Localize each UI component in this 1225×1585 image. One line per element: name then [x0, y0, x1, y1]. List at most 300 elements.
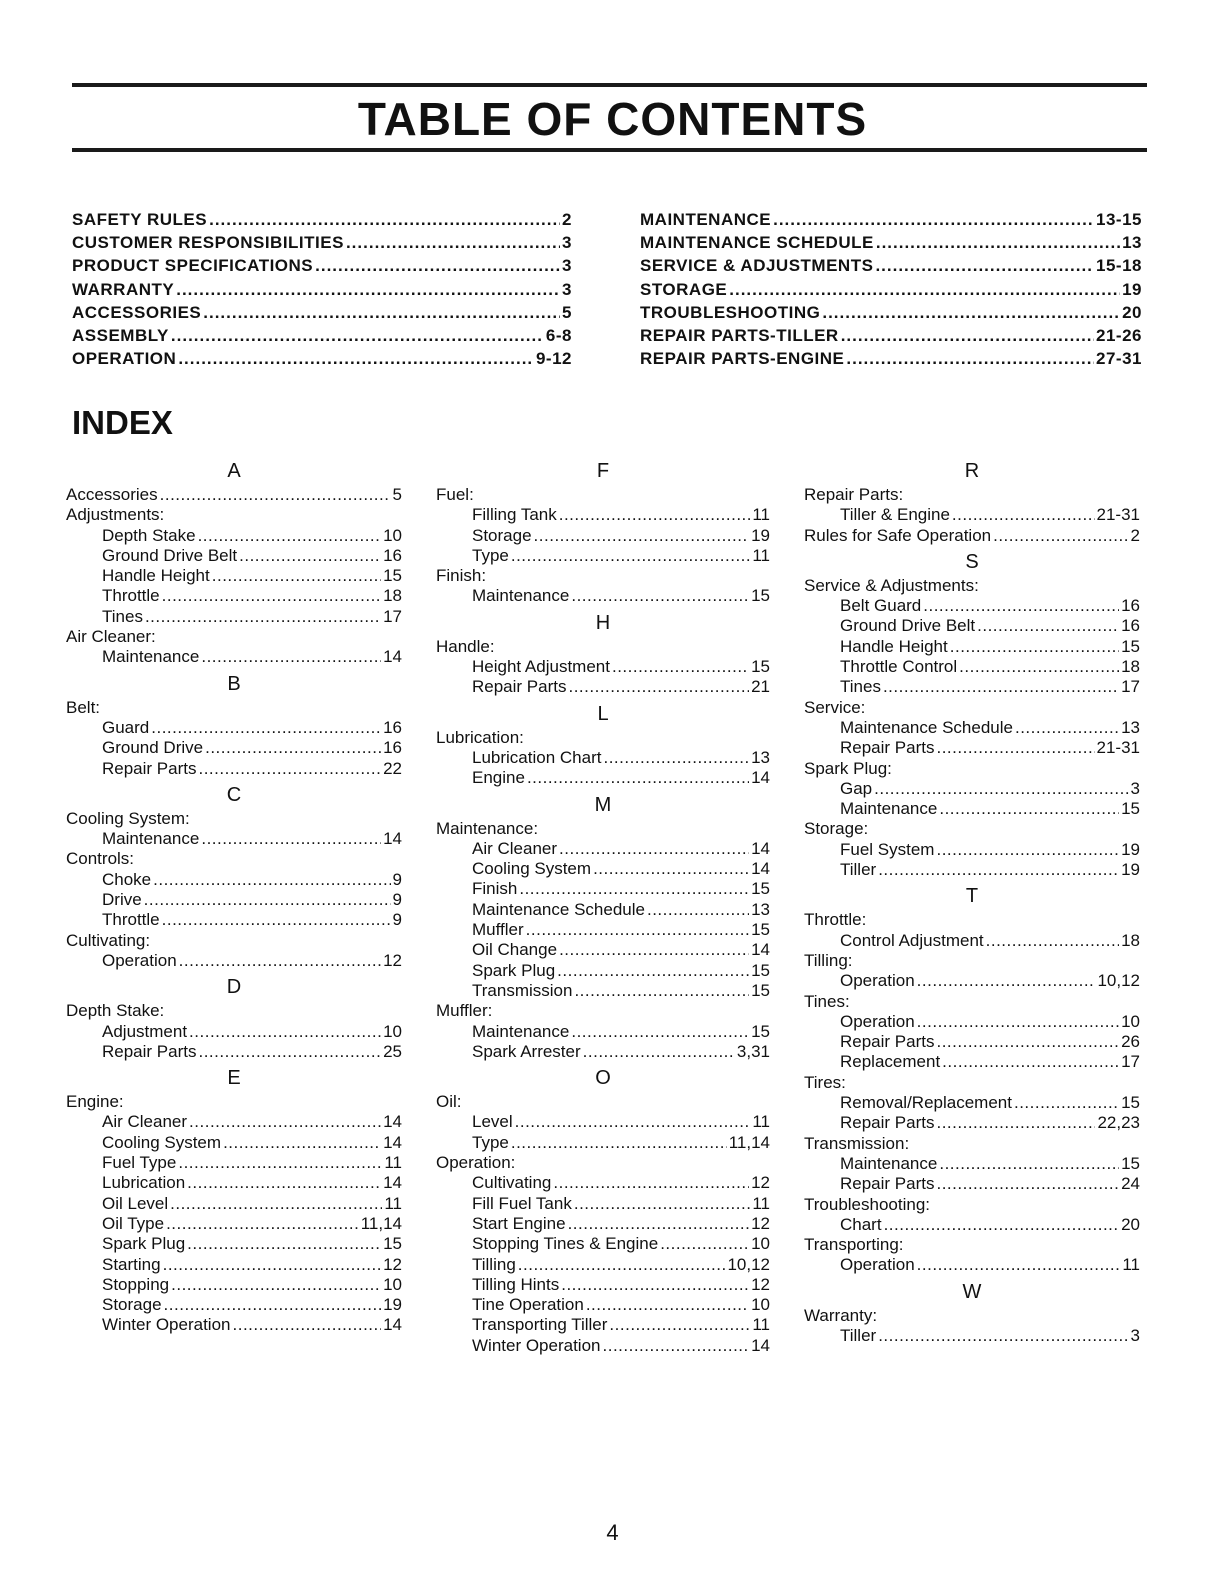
index-subentry — [804, 677, 1140, 697]
index-subentry-label: Winter Operation — [472, 1335, 601, 1355]
dot-leader — [822, 303, 1120, 323]
index-entry — [66, 505, 402, 525]
index-subentry-page: 22 — [383, 758, 402, 778]
dot-leader — [609, 1315, 750, 1335]
index-subentry-label: Choke — [102, 869, 152, 889]
index-subentry-label: Starting — [102, 1254, 161, 1274]
index-subentry-page: 15 — [383, 1234, 402, 1254]
index-subentry-page: 20 — [1121, 1214, 1140, 1234]
index-subentry-page: 15 — [751, 879, 770, 899]
dot-leader — [1015, 718, 1119, 738]
index-subentry — [66, 829, 402, 849]
index-subentry — [66, 647, 402, 667]
index-subentry — [804, 799, 1140, 819]
index-entry-page: 5 — [392, 485, 402, 504]
dot-leader — [162, 910, 391, 930]
toc-entry-page: 19 — [1122, 279, 1142, 299]
dot-leader — [559, 839, 749, 859]
toc-entry — [640, 280, 1142, 303]
toc-entry-page: 21-26 — [1096, 325, 1142, 345]
index-subentry-label: Handle Height — [840, 636, 948, 656]
index-subentry-page: 10 — [751, 1295, 770, 1315]
index-entry-label: Finish: — [436, 566, 487, 586]
dot-leader — [203, 303, 560, 323]
dot-leader — [515, 1112, 751, 1132]
dot-leader — [179, 951, 381, 971]
dot-leader — [162, 586, 381, 606]
index-entry — [66, 1092, 402, 1112]
index-subentry-page: 10 — [383, 1021, 402, 1041]
index-subentry-page: 10,12 — [1097, 971, 1140, 991]
index-subentry-label: Repair Parts — [840, 1174, 935, 1194]
index-letter-heading: S — [965, 550, 979, 573]
index-subentry-page: 15 — [751, 586, 770, 606]
index-subentry — [66, 870, 402, 890]
index-subentry — [66, 910, 402, 930]
index-column-3 — [804, 455, 1140, 1346]
index-subentry-page: 14 — [751, 768, 770, 788]
index-subentry-label: Maintenance Schedule — [840, 717, 1013, 737]
dot-leader — [187, 1173, 381, 1193]
index-subentry — [436, 940, 770, 960]
toc-entry — [640, 256, 1142, 279]
toc-entry — [72, 256, 572, 279]
index-subentry-label: Adjustment — [102, 1021, 188, 1041]
index-subentry-page: 3,31 — [736, 1041, 770, 1061]
index-letter-heading: L — [597, 702, 609, 725]
index-subentry-page: 15 — [751, 960, 770, 980]
toc-entry-label: ACCESSORIES — [72, 302, 202, 322]
index-subentry — [436, 1315, 770, 1335]
index-subentry-page: 10 — [383, 1274, 402, 1294]
index-entry — [436, 1092, 770, 1112]
index-subentry-page: 18 — [1121, 930, 1140, 950]
dot-leader — [178, 349, 534, 369]
dot-leader — [571, 1022, 749, 1042]
index-subentry-page: 15 — [751, 1021, 770, 1041]
index-subentry — [66, 1255, 402, 1275]
toc-entry-label: WARRANTY — [72, 279, 175, 299]
index-subentry — [804, 971, 1140, 991]
index-entry — [66, 485, 402, 505]
index-entry-label: Spark Plug: — [804, 758, 892, 778]
dot-leader — [346, 233, 560, 253]
index-entry — [804, 910, 1140, 930]
index-subentry-page: 19 — [383, 1295, 402, 1315]
index-column-1 — [66, 455, 402, 1336]
index-subentry-label: Stopping — [102, 1274, 170, 1294]
index-subentry-label: Start Engine — [472, 1213, 566, 1233]
toc-entry-page: 15-18 — [1096, 256, 1142, 276]
index-subentry-label: Lubrication — [102, 1173, 186, 1193]
dot-leader — [164, 1295, 382, 1315]
index-letter-heading: B — [227, 672, 241, 695]
index-entry-label: Handle: — [436, 636, 495, 656]
toc-entry-page: 3 — [562, 256, 572, 276]
index-subentry-label: Spark Plug — [472, 960, 556, 980]
index-subentry-label: Maintenance — [102, 829, 200, 849]
index-subentry-label: Operation — [840, 1255, 915, 1275]
index-entry-label: Service: — [804, 697, 866, 717]
dot-leader — [939, 799, 1119, 819]
index-subentry-label: Oil Change — [472, 940, 558, 960]
dot-leader — [647, 900, 749, 920]
index-letter-heading: D — [226, 976, 242, 999]
index-subentry — [66, 1133, 402, 1153]
dot-leader — [527, 768, 749, 788]
index-subentry-label: Maintenance — [472, 1021, 570, 1041]
dot-leader — [223, 1133, 381, 1153]
dot-leader — [187, 1234, 381, 1254]
toc-entry — [640, 233, 1142, 256]
index-subentry-page: 24 — [1121, 1174, 1140, 1194]
index-subentry — [436, 920, 770, 940]
index-subentry-page: 11,14 — [360, 1213, 402, 1233]
index-subentry — [436, 1042, 770, 1062]
index-entry-label: Cooling System: — [66, 808, 190, 828]
index-subentry-page: 19 — [1121, 839, 1140, 859]
top-rule — [72, 83, 1147, 87]
dot-leader — [519, 879, 749, 899]
index-heading: INDEX — [72, 404, 173, 441]
dot-leader — [884, 1215, 1120, 1235]
index-subentry-label: Transporting Tiller — [472, 1315, 608, 1335]
index-entry-label: Muffler: — [436, 1001, 493, 1021]
index-subentry-page: 9 — [392, 910, 402, 930]
index-entry — [66, 849, 402, 869]
index-subentry — [436, 546, 770, 566]
index-subentry — [66, 718, 402, 738]
index-subentry — [66, 1194, 402, 1214]
dot-leader — [923, 596, 1119, 616]
index-subentry-page: 21-31 — [1096, 505, 1140, 525]
index-entry — [804, 1235, 1140, 1255]
index-subentry — [804, 931, 1140, 951]
toc-entry-label: PRODUCT SPECIFICATIONS — [72, 256, 314, 276]
index-subentry — [804, 637, 1140, 657]
index-subentry-label: Ground Drive Belt — [840, 616, 976, 636]
index-subentry-label: Control Adjustment — [840, 930, 984, 950]
index-subentry-label: Maintenance — [840, 1153, 938, 1173]
index-subentry — [436, 1255, 770, 1275]
dot-leader — [586, 1295, 749, 1315]
index-subentry-label: Stopping Tines & Engine — [472, 1234, 659, 1254]
index-subentry-page: 15 — [1121, 1093, 1140, 1113]
index-subentry-page: 11 — [752, 505, 770, 525]
index-entry — [804, 819, 1140, 839]
index-entry — [804, 759, 1140, 779]
toc-entry-label: TROUBLESHOOTING — [640, 302, 821, 322]
index-entry-label: Troubleshooting: — [804, 1194, 931, 1214]
dot-leader — [986, 931, 1119, 951]
index-entry — [436, 728, 770, 748]
dot-leader — [936, 1032, 1119, 1052]
index-subentry-page: 16 — [1121, 616, 1140, 636]
index-subentry-label: Lubrication Chart — [472, 747, 602, 767]
dot-leader — [178, 1153, 382, 1173]
index-entry-label: Storage: — [804, 819, 869, 839]
index-subentry-label: Chart — [840, 1214, 882, 1234]
toc-entry-page: 20 — [1122, 302, 1142, 322]
dot-leader — [841, 326, 1094, 346]
index-subentry-label: Engine — [472, 768, 525, 788]
index-subentry-page: 14 — [383, 1132, 402, 1152]
toc-entry-page: 5 — [562, 302, 572, 322]
index-entry-label: Belt: — [66, 697, 101, 717]
dot-leader — [189, 1112, 381, 1132]
index-subentry — [436, 1112, 770, 1132]
index-subentry — [804, 1215, 1140, 1235]
dot-leader — [874, 779, 1128, 799]
index-subentry-label: Cultivating — [472, 1173, 552, 1193]
index-subentry — [66, 1153, 402, 1173]
index-subentry-page: 15 — [1121, 799, 1140, 819]
index-subentry — [66, 1173, 402, 1193]
index-subentry-page: 12 — [751, 1173, 770, 1193]
index-subentry — [66, 526, 402, 546]
index-subentry — [804, 1113, 1140, 1133]
index-subentry-page: 15 — [1121, 1153, 1140, 1173]
index-subentry-label: Replacement — [840, 1052, 941, 1072]
index-subentry — [436, 657, 770, 677]
index-subentry-label: Transmission — [472, 980, 573, 1000]
index-subentry-label: Type — [472, 1132, 509, 1152]
index-subentry — [66, 607, 402, 627]
index-subentry-page: 15 — [1121, 636, 1140, 656]
dot-leader — [511, 546, 750, 566]
toc-right-column — [640, 210, 1142, 372]
index-subentry — [436, 1336, 770, 1356]
index-entry-label: Oil: — [436, 1092, 462, 1112]
index-subentry-page: 12 — [383, 1254, 402, 1274]
index-subentry — [804, 1154, 1140, 1174]
index-subentry-page: 16 — [383, 738, 402, 758]
index-subentry-label: Tilling Hints — [472, 1274, 560, 1294]
dot-leader — [198, 759, 381, 779]
dot-leader — [239, 546, 381, 566]
index-subentry-page: 26 — [1121, 1032, 1140, 1052]
index-subentry — [436, 1234, 770, 1254]
index-entry — [436, 637, 770, 657]
page-number: 4 — [606, 1520, 619, 1545]
index-subentry-page: 14 — [751, 1335, 770, 1355]
index-subentry-label: Repair Parts — [472, 677, 567, 697]
index-subentry — [66, 1315, 402, 1335]
index-subentry — [804, 779, 1140, 799]
index-letter-heading: H — [595, 611, 611, 634]
index-subentry — [436, 1214, 770, 1234]
index-subentry-label: Ground Drive Belt — [102, 545, 238, 565]
dot-leader — [936, 738, 1094, 758]
dot-leader — [936, 1113, 1095, 1133]
dot-leader — [950, 637, 1119, 657]
index-subentry-label: Oil Level — [102, 1193, 169, 1213]
dot-leader — [773, 210, 1094, 230]
title-underline-rule — [72, 148, 1147, 152]
index-subentry — [66, 1295, 402, 1315]
index-subentry-page: 11 — [752, 545, 770, 565]
dot-leader — [612, 657, 749, 677]
dot-leader — [171, 326, 544, 346]
index-subentry — [804, 1326, 1140, 1346]
index-subentry-label: Level — [472, 1112, 513, 1132]
toc-entry-label: ASSEMBLY — [72, 325, 169, 345]
index-subentry — [804, 1012, 1140, 1032]
index-letter-heading: A — [227, 460, 241, 482]
index-subentry — [436, 961, 770, 981]
index-entry — [804, 1073, 1140, 1093]
index-subentry-page: 21 — [751, 677, 770, 697]
index-subentry — [66, 586, 402, 606]
index-subentry-page: 11 — [1122, 1255, 1140, 1275]
toc-entry — [72, 326, 572, 349]
index-subentry-page: 15 — [751, 980, 770, 1000]
index-subentry-label: Drive — [102, 890, 142, 910]
dot-leader — [593, 859, 749, 879]
index-subentry-page: 12 — [751, 1213, 770, 1233]
index-subentry-page: 25 — [383, 1041, 402, 1061]
index-subentry — [804, 657, 1140, 677]
dot-leader — [526, 920, 749, 940]
index-subentry-page: 15 — [751, 920, 770, 940]
index-subentry-label: Air Cleaner — [102, 1112, 188, 1132]
index-subentry — [66, 890, 402, 910]
index-subentry-page: 21-31 — [1096, 738, 1140, 758]
index-entry-label: Service & Adjustments: — [804, 575, 979, 595]
index-entry-label: Maintenance: — [436, 818, 539, 838]
dot-leader — [917, 1012, 1119, 1032]
index-entry — [66, 698, 402, 718]
index-subentry — [804, 1255, 1140, 1275]
index-subentry-page: 11 — [384, 1193, 402, 1213]
index-subentry-label: Ground Drive — [102, 738, 204, 758]
index-subentry-label: Fill Fuel Tank — [472, 1193, 572, 1213]
dot-leader — [145, 607, 381, 627]
index-subentry-label: Gap — [840, 778, 873, 798]
index-entry — [804, 1134, 1140, 1154]
index-entry-label: Lubrication: — [436, 727, 524, 747]
index-subentry-page: 10 — [751, 1234, 770, 1254]
dot-leader — [942, 1052, 1119, 1072]
index-entry-label: Warranty: — [804, 1305, 878, 1325]
index-subentry — [804, 718, 1140, 738]
index-subentry-page: 14 — [383, 1173, 402, 1193]
index-subentry — [436, 1022, 770, 1042]
dot-leader — [151, 718, 381, 738]
dot-leader — [201, 829, 381, 849]
index-subentry-page: 10 — [1121, 1011, 1140, 1031]
index-subentry-label: Muffler — [472, 920, 524, 940]
dot-leader — [559, 940, 749, 960]
dot-leader — [205, 738, 381, 758]
index-entry-label: Cultivating: — [66, 930, 151, 950]
index-subentry — [436, 526, 770, 546]
index-subentry-label: Repair Parts — [840, 1032, 935, 1052]
index-subentry-label: Depth Stake — [102, 525, 196, 545]
index-entry — [436, 1153, 770, 1173]
toc-entry — [72, 349, 572, 372]
index-subentry-page: 17 — [1121, 677, 1140, 697]
index-entry — [804, 698, 1140, 718]
index-subentry-page: 13 — [751, 747, 770, 767]
toc-entry — [72, 280, 572, 303]
dot-leader — [144, 890, 391, 910]
index-subentry — [436, 586, 770, 606]
index-entry-label: Transporting: — [804, 1235, 904, 1255]
index-subentry-page: 14 — [751, 859, 770, 879]
index-entry — [66, 1001, 402, 1021]
index-letter-heading: T — [965, 885, 979, 908]
index-entry-label: Operation: — [436, 1153, 516, 1173]
dot-leader — [568, 677, 749, 697]
index-subentry-label: Filling Tank — [472, 505, 557, 525]
index-subentry-page: 14 — [751, 838, 770, 858]
index-subentry-page: 22,23 — [1097, 1113, 1140, 1133]
dot-leader — [917, 1255, 1121, 1275]
index-subentry-page: 16 — [383, 717, 402, 737]
index-subentry-page: 14 — [383, 647, 402, 667]
toc-entry-label: MAINTENANCE — [640, 210, 772, 229]
index-subentry-page: 15 — [751, 657, 770, 677]
dot-leader — [166, 1214, 359, 1234]
index-column-2 — [436, 455, 770, 1356]
dot-leader — [603, 748, 749, 768]
dot-leader — [198, 1042, 381, 1062]
index-entry-label: Repair Parts: — [804, 485, 904, 504]
dot-leader — [878, 860, 1119, 880]
index-subentry-label: Fuel System — [840, 839, 935, 859]
index-entry-label: Transmission: — [804, 1133, 910, 1153]
dot-leader — [553, 1173, 749, 1193]
index-subentry-label: Storage — [102, 1295, 162, 1315]
index-subentry-page: 3 — [1130, 778, 1140, 798]
toc-entry — [72, 233, 572, 256]
index-entry — [804, 1195, 1140, 1215]
index-subentry — [436, 505, 770, 525]
toc-entry — [640, 326, 1142, 349]
index-subentry-label: Tine Operation — [472, 1295, 584, 1315]
dot-leader — [559, 505, 751, 525]
index-subentry — [66, 546, 402, 566]
index-subentry-label: Type — [472, 545, 509, 565]
dot-leader — [977, 616, 1119, 636]
index-subentry-page: 3 — [1130, 1325, 1140, 1345]
dot-leader — [878, 1326, 1128, 1346]
index-subentry-page: 18 — [383, 586, 402, 606]
index-subentry — [804, 1093, 1140, 1113]
index-subentry-page: 13 — [1121, 717, 1140, 737]
dot-leader — [170, 1194, 382, 1214]
dot-leader — [171, 1275, 381, 1295]
toc-entry-label: OPERATION — [72, 349, 177, 369]
dot-leader — [561, 1275, 749, 1295]
dot-leader — [729, 280, 1120, 300]
index-entry — [436, 566, 770, 586]
index-entry — [804, 576, 1140, 596]
index-subentry-page: 11 — [384, 1153, 402, 1173]
index-subentry — [66, 566, 402, 586]
index-subentry-label: Cooling System — [472, 859, 592, 879]
index-subentry-page: 9 — [392, 890, 402, 910]
dot-leader — [315, 256, 560, 276]
index-subentry-label: Operation — [840, 1011, 915, 1031]
index-subentry-label: Air Cleaner — [472, 838, 558, 858]
dot-leader — [557, 961, 749, 981]
index-subentry-page: 12 — [751, 1274, 770, 1294]
index-subentry-label: Maintenance — [102, 647, 200, 667]
dot-leader — [1014, 1093, 1119, 1113]
dot-leader — [534, 526, 750, 546]
